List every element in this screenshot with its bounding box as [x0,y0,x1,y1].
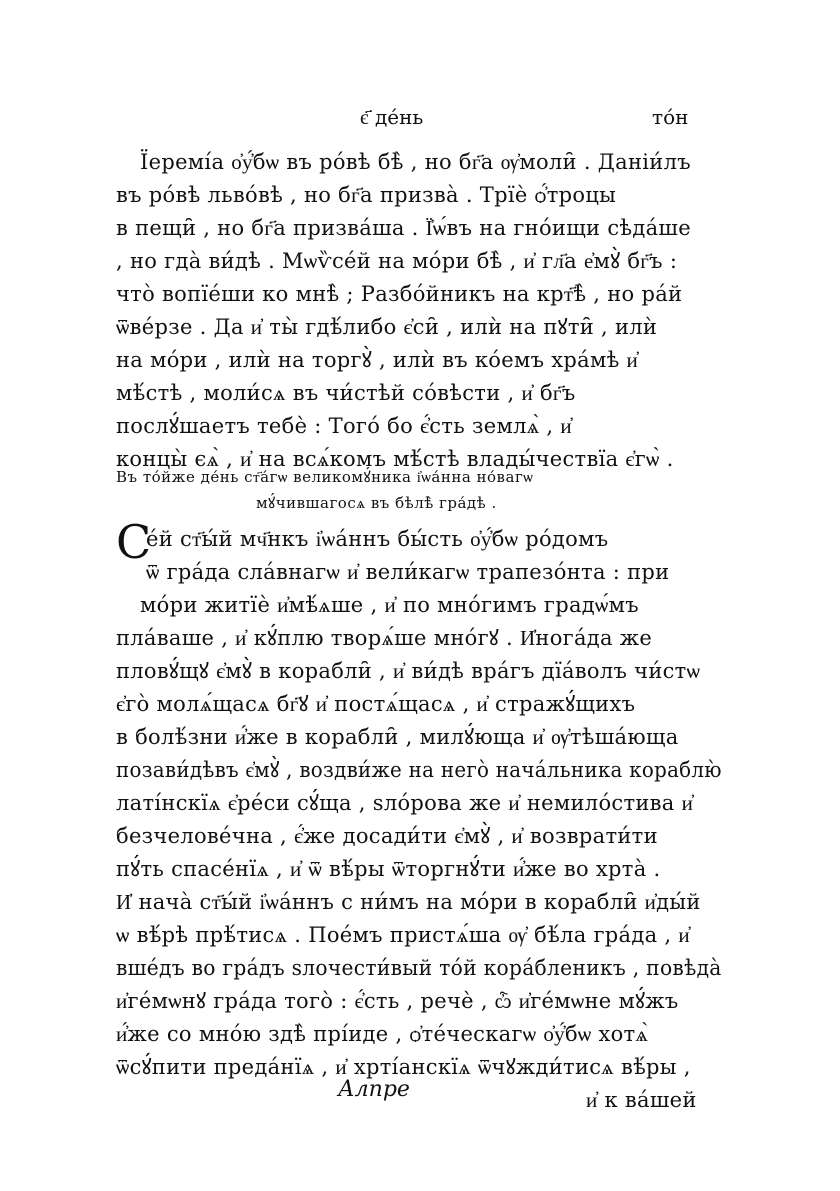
rubric-line: мꙋ́чившагосѧ въ бѣлѣ̀ гра́дѣ . [256,494,497,512]
text-line: Їеремі́а о҆у҆́бѡ въ ро́вѣ бѣ̀ , но бг҃а ѹ҆моли̑ . Даніи́лъ [140,150,691,174]
signature: Алпре [338,1077,410,1102]
text-line: , но гда̀ ви́дѣ . Мѡѷсе́й на мо́ри бѣ̀ , и҆ гл҃а е҆мꙋ̀ бг҃ъ : [116,249,678,273]
text-line: мо́ри житїѐ и҆мѣ́ѧше , и҆ по мно́гимъ градѡ́мъ [140,593,639,617]
rubric-line: Въ то́йже де́нь ст҃а́гѡ великомꙋ́ника і҆ѡа́нна но́вагѡ [116,468,534,486]
text-line: е́й ст҃ы́й мч҃нкъ і҆ѡа́ннъ бы́сть о҆у҆́бѡ ро́домъ [146,527,609,551]
text-line: в болѣ́зни и҆́же в корабли̑ , милꙋ́юща и҆ ѹ҆тѣша́юща [116,725,679,749]
text-line: безчелове́чна , є҆́же досади́ти є҆мꙋ̀ , и҆ возврати́ти [116,824,658,848]
text-line: пловꙋ́щꙋ є҆мꙋ̀ в корабли̑ , и҆ ви́дѣ вра́гъ дїа́волъ чи́стѡ [116,659,701,683]
text-line: позави́дѣвъ є҆мꙋ̀ , воздви́же на него̀ нача́льника кораблю̀ [116,758,722,782]
text-line: ѿве́рзе . Да и҆ ты̀ гдѣ́либо є҆си̑ , илѝ на пꙋти̑ , илѝ [116,315,658,339]
text-line: И҆ нача̀ ст҃ы́й і҆ѡа́ннъ с ни́мъ на мо́ри в корабли̑ и҆ды́й [116,890,701,914]
text-line: пꙋ́ть спасе́нїѧ , и҆ ѿ вѣ́ры ѿторгнꙋ́ти и҆́же во хрта̀ . [116,857,661,881]
text-line: пла́ваше , и҆ кꙋ́плю творѧ́ше мно́гꙋ . И҆нога́да же [116,626,653,650]
page-heading: є҃ де́нь [360,105,424,129]
text-line: въ ро́вѣ льво́вѣ , но бг҃а призва̀ . Трїѐ ѻ҆́троцы [116,183,617,207]
text-line: є҆го̀ молѧ́щасѧ бг҃ꙋ и҆ постѧ́щасѧ , и҆ стражꙋ́щихъ [116,692,636,716]
text-line: мѣ́стѣ , моли́сѧ въ чи́стѣй со́вѣсти , и҆ бг҃ъ [116,381,576,405]
text-line: и҆́же со мно́ю здѣ̀ прі́иде , ѻ҆те́ческагѡ о҆у҆́бѡ хотѧ̀ [116,1022,649,1046]
text-line: вше́дъ во гра́дъ ѕлочести́вый то́й кора́бленикъ , повѣда̀ [116,956,722,980]
text-line: на мо́ри , илѝ на торгꙋ̀ , илѝ въ ко́емъ хра́мѣ и҆ [116,348,639,372]
text-line: латі́нскїѧ є҆ре́си сꙋ́ща , ѕло́рова же и҆ немило́стива и҆ [116,791,694,815]
text-line: ѿсꙋ́пити преда́нїѧ , и҆ хрті́анскїѧ ѿчꙋжди́тисѧ вѣ́ры , [116,1055,691,1079]
text-line: в пещи̑ , но бг҃а призва́ша . Ї҆ѡ́въ на гно́ищи сѣда́ше [116,216,691,240]
text-line: и҆ге́мѡнꙋ гра́да того̀ : є҆́сть , речѐ , ѽ и҆ге́мѡне мꙋ́жъ [116,989,679,1013]
text-line: ѿ гра́да сла́внагѡ и҆ вели́кагѡ трапезо́нта : при [146,560,670,584]
running-head: то́н [652,105,689,129]
catchword: и҆ к ва́шей [586,1088,697,1112]
text-line: послꙋ́шаетъ тебѐ : Того́ бо є҆́сть землѧ̀ , и҆ [116,414,572,438]
text-line: что̀ вопїе́ши ко мнѣ̀ ; Разбо́йникъ на крт҃ѣ̀ , но ра́й [116,282,683,306]
text-line: концы̀ єѧ̀ , и҆ на всѧ́комъ мѣ́стѣ влады́чествїа є҆гѡ̀ . [116,447,674,471]
drop-initial: С [116,515,152,569]
text-line: ѡ вѣ́рѣ прѣ́тисѧ . Пое́мъ пристѧ́ша ѹ҆ бѣ́ла гра́да , и҆ [116,923,690,947]
